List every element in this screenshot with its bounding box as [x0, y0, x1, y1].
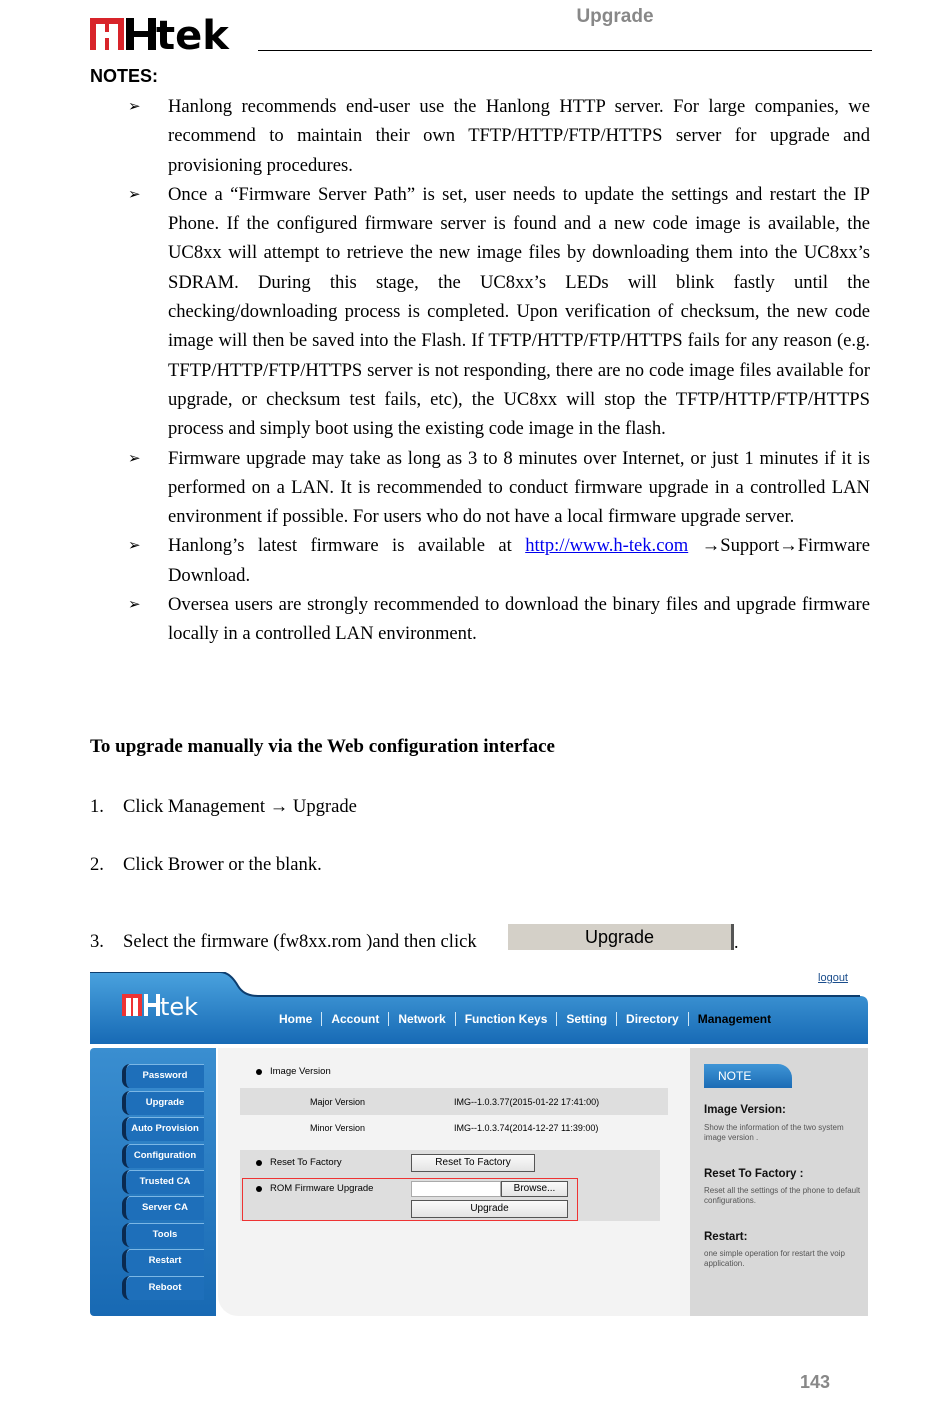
- firmware-file-input[interactable]: [411, 1181, 501, 1197]
- arrow-bullet-icon: ➢: [128, 97, 141, 115]
- bullet-dot: [256, 1069, 262, 1075]
- web-ui-logo: [122, 992, 218, 1018]
- inline-period: .: [734, 932, 739, 952]
- major-version-value: IMG--1.0.3.77(2015-01-22 17:41:00): [454, 1097, 600, 1107]
- notes-list: [126, 92, 870, 649]
- svg-text:tek: tek: [156, 16, 229, 52]
- sidebar-item-trusted-ca[interactable]: Trusted CA: [122, 1170, 204, 1194]
- note-restart-heading: Restart:: [704, 1231, 748, 1243]
- web-ui-sidebar: [90, 1048, 216, 1316]
- sidebar-item-tools[interactable]: Tools: [122, 1223, 204, 1247]
- logout-link[interactable]: logout: [818, 972, 848, 984]
- browse-button[interactable]: Browse...: [501, 1181, 568, 1197]
- nav-directory[interactable]: Directory: [617, 1012, 689, 1026]
- web-ui-screenshot: [90, 968, 868, 1316]
- note-item-5: ➢ Oversea users are strongly recommended to download the binary files and upgrade firmware locally in a controlled LAN environment.: [126, 590, 870, 649]
- major-version-label: Major Version: [310, 1097, 366, 1107]
- step-2: 2. Click Brower or the blank.: [90, 854, 322, 875]
- reset-to-factory-label: Reset To Factory: [270, 1157, 342, 1168]
- sidebar-item-password[interactable]: Password: [122, 1064, 204, 1088]
- sidebar-item-restart[interactable]: Restart: [122, 1249, 204, 1273]
- bullet-dot: [256, 1160, 262, 1166]
- nav-account[interactable]: Account: [322, 1012, 389, 1026]
- header-title: Upgrade: [576, 6, 654, 27]
- arrow-bullet-icon: ➢: [128, 595, 141, 614]
- nav-function-keys[interactable]: Function Keys: [456, 1012, 558, 1026]
- upgrade-button[interactable]: Upgrade: [411, 1200, 568, 1218]
- note-image-version-desc: Show the information of the two system image version .: [704, 1123, 844, 1142]
- note-item-2: ➢ Once a “Firmware Server Path” is set, user needs to update the settings and restart the IP Phone. If the configured firmware server is found and a new code image is available, the UC8xx will attempt to retrieve the new image files by downloading them into the UC8xx’s SDRAM. During this stage, the UC8xx’s LEDs will blink fastly until the checking/downloading process is completed. Upon verification of checksum, the new code image will then be saved into the Flash. If TFTP/HTTP/FTP/HTTPS fails for any reason (e.g. TFTP/HTTP/FTP/HTTPS server is not responding, there are no code image files available for upgrade, or checksum test fails, etc), the UC8xx will stop the TFTP/HTTP/FTP/HTTPS process and simply boot using the existing code image in the flash.: [126, 180, 870, 444]
- htek-website-link[interactable]: http://www.h-tek.com: [525, 535, 689, 557]
- section-title: To upgrade manually via the Web configuration interface: [90, 736, 555, 757]
- note-item-1: ➢ Hanlong recommends end-user use the Hanlong HTTP server. For large companies, we recommend to maintain their own TFTP/HTTP/FTP/HTTPS server for upgrade and provisioning procedures.: [126, 92, 870, 180]
- note-tab: NOTE: [704, 1064, 792, 1088]
- notes-label: NOTES:: [90, 66, 159, 86]
- step-1: 1. Click Management → Upgrade: [90, 796, 357, 817]
- nav-network[interactable]: Network: [389, 1012, 455, 1026]
- note-item-4: ➢ Hanlong’s latest firmware is available at http://www.h-tek.com →Support→Firmware Download.: [126, 531, 870, 590]
- note-item-3: ➢ Firmware upgrade may take as long as 3 to 8 minutes over Internet, or just 1 minutes if it is performed on a LAN. It is recommended to conduct firmware upgrade in a controlled LAN environment if possible. For users who do not have a local firmware upgrade server.: [126, 444, 870, 532]
- nav-management[interactable]: Management: [697, 1012, 772, 1026]
- reset-to-factory-button[interactable]: Reset To Factory: [411, 1154, 535, 1172]
- minor-version-value: IMG--1.0.3.74(2014-12-27 11:39:00): [454, 1123, 599, 1133]
- svg-text:tek: tek: [160, 993, 199, 1018]
- image-version-label: Image Version: [270, 1066, 331, 1077]
- web-ui-nav: [270, 1012, 780, 1026]
- step-3: 3. Select the firmware (fw8xx.rom )and then click: [90, 931, 477, 952]
- arrow-bullet-icon: ➢: [128, 184, 141, 203]
- note-reset-desc: Reset all the settings of the phone to default configurations.: [704, 1186, 861, 1205]
- arrow-bullet-icon: ➢: [128, 448, 141, 467]
- note-restart-desc: one simple operation for restart the voip application.: [704, 1249, 845, 1268]
- sidebar-item-upgrade[interactable]: Upgrade: [122, 1091, 204, 1115]
- web-ui-note-panel: [690, 1048, 868, 1316]
- header-rule: [258, 50, 872, 51]
- sidebar-item-configuration[interactable]: Configuration: [122, 1144, 204, 1168]
- note-reset-heading: Reset To Factory :: [704, 1168, 804, 1180]
- web-ui-main-panel: [218, 1048, 690, 1316]
- sidebar-item-auto-provision[interactable]: Auto Provision: [122, 1117, 204, 1141]
- sidebar-item-server-ca[interactable]: Server CA: [122, 1196, 204, 1220]
- bullet-dot: [256, 1186, 262, 1192]
- inline-upgrade-button-image: Upgrade: [508, 924, 734, 950]
- page-number: 143: [799, 1372, 831, 1392]
- arrow-bullet-icon: ➢: [128, 536, 141, 555]
- htek-logo: [90, 16, 258, 52]
- nav-setting[interactable]: Setting: [557, 1012, 617, 1026]
- rom-firmware-upgrade-label: ROM Firmware Upgrade: [270, 1183, 374, 1194]
- note-image-version-heading: Image Version:: [704, 1104, 786, 1116]
- nav-home[interactable]: Home: [270, 1012, 322, 1026]
- minor-version-label: Minor Version: [310, 1123, 366, 1133]
- sidebar-item-reboot[interactable]: Reboot: [122, 1276, 204, 1300]
